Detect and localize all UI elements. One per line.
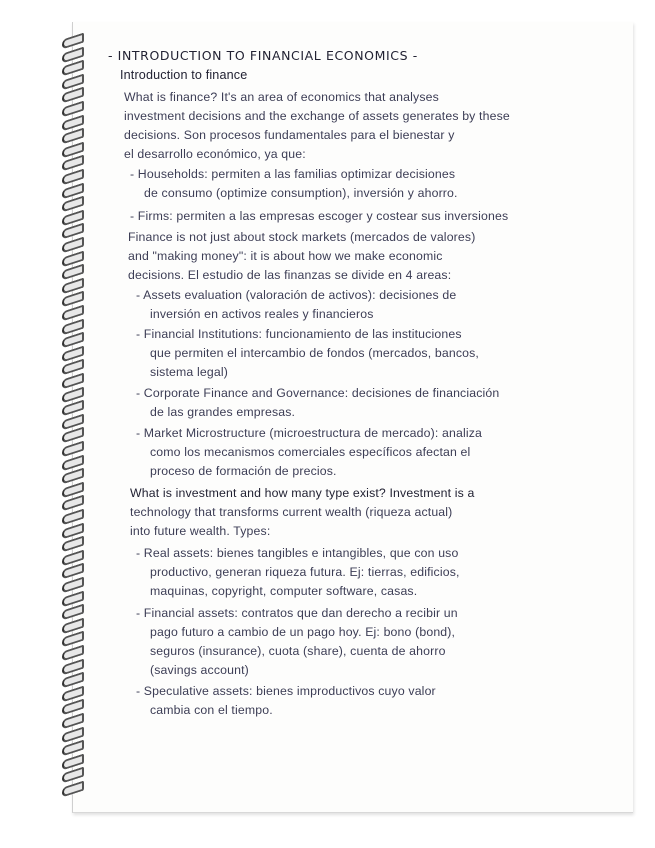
note-line: maquinas, copyright, computer software, casas.	[150, 584, 418, 598]
note-line: decisions. El estudio de las finanzas se divide en 4 areas:	[128, 268, 452, 282]
note-line: productivo, generan riqueza futura. Ej: tierras, edificios,	[150, 565, 460, 579]
note-line: - Firms: permiten a las empresas escoger y costear sus inversiones	[130, 209, 509, 223]
note-line: - Financial Institutions: funcionamiento de las instituciones	[136, 327, 462, 341]
note-line: (savings account)	[150, 663, 249, 677]
spiral-coil	[62, 780, 84, 797]
note-line: inversión en activos reales y financieros	[150, 307, 374, 321]
note-line: proceso de formación de precios.	[150, 464, 337, 478]
note-line: - Corporate Finance and Governance: decisiones de financiación	[136, 386, 500, 400]
note-line: into future wealth. Types:	[130, 524, 271, 538]
note-line: de las grandes empresas.	[150, 405, 296, 419]
note-line: sistema legal)	[150, 365, 228, 379]
note-line: What is finance? It's an area of economics that analyses	[124, 90, 439, 104]
note-line: and "making money": it is about how we make economic	[128, 249, 443, 263]
note-line: What is investment and how many type exist? Investment is a	[130, 486, 475, 500]
note-line: Finance is not just about stock markets (mercados de valores)	[128, 230, 476, 244]
note-line: investment decisions and the exchange of assets generates by these	[124, 109, 510, 123]
note-line: - Market Microstructure (microestructura de mercado): analiza	[136, 426, 483, 440]
note-line: - Households: permiten a las familias optimizar decisiones	[130, 167, 456, 181]
spiral-binding	[62, 36, 84, 806]
note-line: technology that transforms current wealth (riqueza actual)	[130, 505, 453, 519]
note-line: cambia con el tiempo.	[150, 703, 273, 717]
note-line: como los mecanismos comerciales específicos afectan el	[150, 445, 471, 459]
page-heading: - INTRODUCTION TO FINANCIAL ECONOMICS -	[108, 48, 418, 63]
note-line: que permiten el intercambio de fondos (mercados, bancos,	[150, 346, 479, 360]
note-line: - Assets evaluation (valoración de activos): decisiones de	[136, 288, 457, 302]
note-line: - Speculative assets: bienes improductivos cuyo valor	[136, 684, 436, 698]
section-title: Introduction to finance	[120, 68, 248, 82]
note-line: de consumo (optimize consumption), inversión y ahorro.	[144, 186, 458, 200]
note-line: seguros (insurance), cuota (share), cuenta de ahorro	[150, 644, 446, 658]
note-line: el desarrollo económico, ya que:	[124, 147, 306, 161]
note-line: - Financial assets: contratos que dan derecho a recibir un	[136, 606, 458, 620]
note-line: decisions. Son procesos fundamentales para el bienestar y	[124, 128, 455, 142]
note-line: - Real assets: bienes tangibles e intangibles, que con uso	[136, 546, 459, 560]
note-line: pago futuro a cambio de un pago hoy. Ej: bono (bond),	[150, 625, 456, 639]
